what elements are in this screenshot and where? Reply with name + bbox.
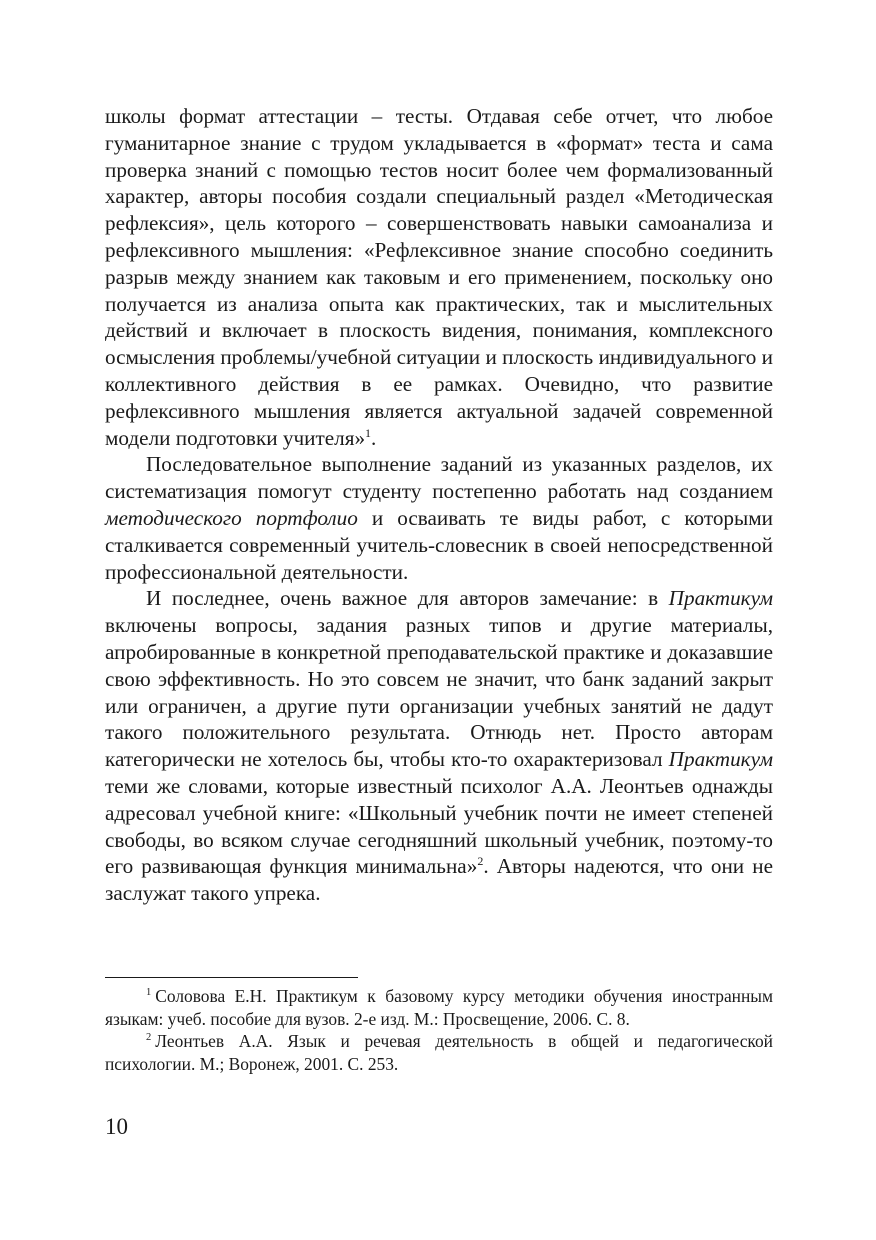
paragraph-3-text-c: теми же словами, которые известный психолог А.А. Леонтьев однажды адресовал учебной книге: «Школьный учебник почти не имеет степеней свободы, во всяком случае сегодняшний школьный учебник, поэтому-то его развивающая функция минимальна» (105, 773, 773, 879)
footnote-2 (105, 1030, 773, 1075)
paragraph-1-end: . (371, 425, 377, 450)
footnote-mark-1: 1 (146, 987, 152, 999)
paragraph-1 (105, 103, 773, 451)
paragraph-1-text: школы формат аттестации – тесты. Отдавая себе отчет, что любое гуманитарное знание с трудом укладывается в «формат» теста и сама проверка знаний с помощью тестов носит более чем формализованный характер, авторы пособия создали специальный раздел «Методическая рефлексия», цель которого – совершенствовать навыки самоанализа и рефлексивного мышления: «Рефлексивное знание способно соединить разрыв между знанием как таковым и его применением, поскольку оно получается из анализа опыта как практических, так и мыслительных действий и включает в плоскость видения, понимания, комплексного осмысления проблемы/учебной ситуации и плоскость индивидуального и коллективного действия в ее рамках. Очевидно, что развитие рефлексивного мышления является актуальной задачей современной модели подготовки учителя» (105, 104, 773, 450)
footnote-1 (105, 985, 773, 1030)
paragraph-3-text-a: И последнее, очень важное для авторов замечание: в (146, 586, 669, 611)
paragraph-2 (105, 451, 773, 585)
paragraph-2-text-a: Последовательное выполнение заданий из указанных разделов, их систематизация помогут студенту постепенно работать над созданием (105, 452, 773, 504)
paragraph-3 (105, 585, 773, 907)
paragraph-3-text-b: включены вопросы, задания разных типов и другие материалы, апробированные в конкретной преподавательской практике и доказавшие свою эффективность. Но это совсем не значит, что банк заданий закрыт или ограничен, а другие пути организации учебных занятий не дадут такого положительного результата. Отнюдь нет. Просто авторам категорически не хотелось бы, чтобы кто-то охарактеризовал (105, 613, 773, 772)
paragraph-3-end: . Авторы надеются, что они не заслужат такого упрека. (105, 854, 773, 906)
footnotes (105, 985, 773, 1075)
page-number: 10 (105, 1114, 128, 1139)
footnote-2-text: Леонтьев А.А. Язык и речевая деятельность в общей и педагогической психологии. М.; Воронеж, 2001. С. 253. (105, 1031, 773, 1074)
paragraph-3-italic-2: Практикум (668, 747, 773, 772)
main-text (105, 103, 773, 907)
footnote-ref-1: 1 (365, 425, 372, 440)
footnote-mark-2: 2 (146, 1032, 152, 1044)
paragraph-3-italic-1: Практикум (668, 586, 773, 611)
footnote-ref-2: 2 (477, 854, 484, 869)
paragraph-2-italic: методического портфолио (105, 505, 358, 530)
footnote-1-text: Соловова Е.Н. Практикум к базовому курсу методики обучения иностранным языкам: учеб. пособие для вузов. 2-е изд. М.: Просвещение, 2006. С. 8. (105, 986, 773, 1029)
paragraph-2-text-b: и осваивать те виды работ, с которыми сталкивается современный учитель-словесник в своей непосредственной профессиональной деятельности. (105, 505, 774, 584)
footnote-divider (105, 977, 358, 978)
